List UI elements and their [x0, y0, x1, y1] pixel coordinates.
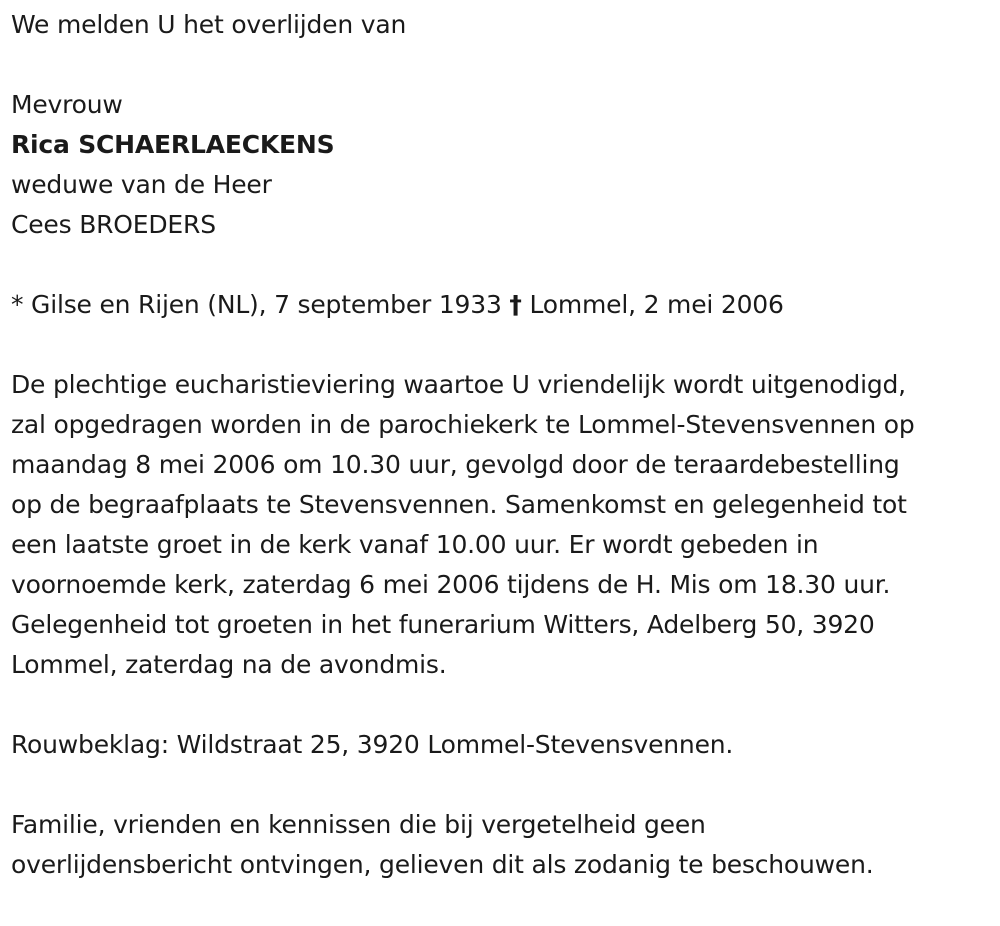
dates-line [11, 285, 996, 325]
intro-text: We melden U het overlijden van [11, 10, 407, 39]
cross-icon: † [509, 290, 522, 319]
spacer [11, 765, 996, 805]
ceremony-line: voornoemde kerk, zaterdag 6 mei 2006 tijdens de H. Mis om 18.30 uur. [11, 570, 891, 599]
ceremony-line: maandag 8 mei 2006 om 10.30 uur, gevolgd door de teraardebestelling [11, 450, 900, 479]
spacer [11, 685, 996, 725]
spacer [11, 325, 996, 365]
closing-paragraph [11, 805, 996, 885]
spacer [11, 245, 996, 285]
closing-line: Familie, vrienden en kennissen die bij vergetelheid geen [11, 810, 706, 839]
death-notice [11, 5, 996, 885]
salutation: Mevrouw [11, 90, 123, 119]
spacer [11, 45, 996, 85]
condolence-address: Rouwbeklag: Wildstraat 25, 3920 Lommel-Stevensvennen. [11, 730, 734, 759]
ceremony-line: Gelegenheid tot groeten in het funerarium Witters, Adelberg 50, 3920 [11, 610, 875, 639]
spouse-name: Cees BROEDERS [11, 210, 216, 239]
closing-line: overlijdensbericht ontvingen, gelieven dit als zodanig te beschouwen. [11, 850, 874, 879]
death-info: Lommel, 2 mei 2006 [529, 290, 784, 319]
ceremony-line: zal opgedragen worden in de parochiekerk te Lommel-Stevensvennen op [11, 410, 915, 439]
ceremony-line: Lommel, zaterdag na de avondmis. [11, 650, 447, 679]
relation-text: weduwe van de Heer [11, 170, 272, 199]
birth-info: * Gilse en Rijen (NL), 7 september 1933 [11, 290, 502, 319]
deceased-name: Rica SCHAERLAECKENS [11, 130, 335, 159]
ceremony-paragraph [11, 365, 996, 685]
ceremony-line: een laatste groet in de kerk vanaf 10.00 uur. Er wordt gebeden in [11, 530, 819, 559]
ceremony-line: De plechtige eucharistieviering waartoe U vriendelijk wordt uitgenodigd, [11, 370, 906, 399]
ceremony-line: op de begraafplaats te Stevensvennen. Samenkomst en gelegenheid tot [11, 490, 907, 519]
